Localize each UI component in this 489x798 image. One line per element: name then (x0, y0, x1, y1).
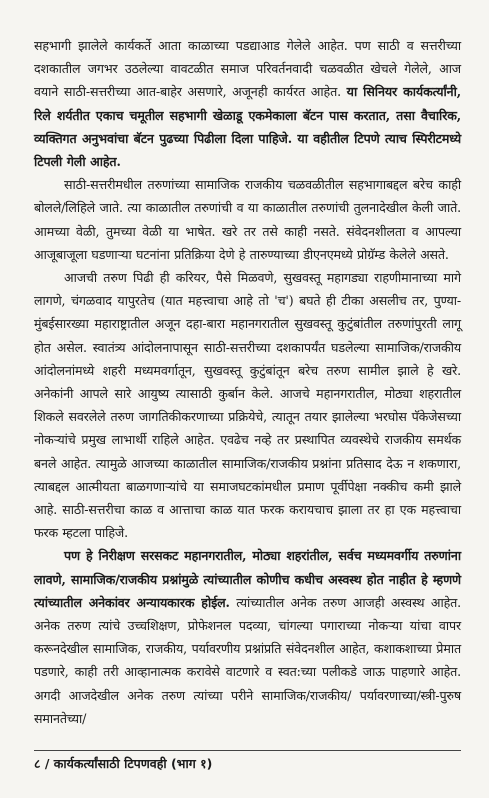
page-body (34, 34, 461, 730)
bold-text-segment: या सिनियर कार्यकर्त्यांनी, रिले शर्यतीत एकाच चमूतील सहभागी खेळाडू एकमेकाला बॅटन पास करतात, तसा वैचारिक, व्यक्तिगत अनुभवांचा बॅटन पुढच्या पिढीला दिला पाहिजे. या वहीतील टिपणे त्याच स्पिरीटमध्ये टिपली गेली आहेत. (34, 84, 461, 170)
paragraph (34, 266, 461, 544)
footer-text: ८ / कार्यकर्त्यांसाठी टिपणवही (भाग १) (34, 756, 213, 771)
paragraph (34, 34, 461, 173)
text-segment: सहभागी झालेले कार्यकर्ते आता काळाच्या पडद्याआड गेलेले आहेत. पण साठी व सत्तरीच्या दशकातील जगभर उठलेल्या वावटळीत समाज परिवर्तनवादी चळवळीत खेचले गेलेले, आज वयाने साठी-सत्तरीच्या आत-बाहेर असणारे, अजूनही कार्यरत आहेत. (34, 38, 461, 100)
paragraph (34, 173, 461, 266)
paragraph (34, 544, 461, 730)
page-footer (34, 750, 461, 772)
text-segment: त्यांच्यातील अनेक तरुण आजही अस्वस्थ आहेत. अनेक तरुण त्यांचे उच्चशिक्षण, प्रोफेशनल पदव्या, चांगल्या पगाराच्या नोकऱ्या यांचा वापर करूनदेखील सामाजिक, राजकीय, पर्यावरणीय प्रश्नांप्रति संवेदनशील आहेत, कशाकशाच्या प्रेमात पडणारे, काही तरी आव्हानात्मक करावेसे वाटणारे व स्वत:च्या पलीकडे जाऊ पाहणारे आहेत. अगदी आजदेखील अनेक तरुण त्यांच्या परीने सामाजिक/राजकीय/ पर्यावरणाच्या/स्त्री-पुरुष समानतेच्या/ (34, 594, 461, 726)
text-segment: साठी-सत्तरीमधील तरुणांच्या सामाजिक राजकीय चळवळीतील सहभागाबद्दल बरेच काही बोलले/लिहिले जाते. त्या काळातील तरुणांची व या काळातील तरुणांची तुलनादेखील केली जाते. आमच्या वेळी, तुमच्या वेळी या भाषेत. खरे तर तसे काही नसते. संवेदनशीलता व आपल्या आजूबाजूला घडणाऱ्या घटनांना प्रतिक्रिया देणे हे तारुण्याच्या डीएनएमध्ये प्रोग्रॅम्ड केलेले असते. (34, 177, 461, 262)
bold-text-segment: पण हे निरीक्षण सरसकट महानगरातील, मोठ्या शहरांतील, सर्वच मध्यमवर्गीय तरुणांना लावणे, सामाजिक/राजकीय प्रश्नांमुळे त्यांच्यातील कोणीच कधीच अस्वस्थ होत नाहीत हे म्हणणे त्यांच्यातील अनेकांवर अन्यायकारक होईल. (34, 548, 461, 610)
text-segment: आजची तरुण पिढी ही करियर, पैसे मिळवणे, सुखवस्तू महागड्या राहणीमानाच्या मागे लागणे, चंगळवाद यापुरतेच (यात महत्त्वाचा आहे तो 'च') बघते ही टीका असलीच तर, पुण्या-मुंबईसारख्या महाराष्ट्रातील अजून दहा-बारा महानगरातील सुखवस्तू कुटुंबांतील तरुणांपुरती लागू होत असेल. स्वातंत्र्य आंदोलनापासून साठी-सत्तरीच्या दशकापर्यंत घडलेल्या सामाजिक/राजकीय आंदोलनांमध्ये शहरी मध्यमवर्गातून, सुखवस्तू कुटुंबांतून बरेच तरुण सामील झाले हे खरे. अनेकांनी आपले सारे आयुष्य त्यासाठी कुर्बान केले. आजचे महानगरातील, मोठ्या शहरातील शिकले सवरलेले तरुण जागतिकीकरणाच्या प्रक्रियेचे, त्यातून तयार झालेल्या भरघोस पॅकेजेसच्या नोकऱ्यांचे प्रमुख लाभार्थी राहिले आहेत. एवढेच नव्हे तर प्रस्थापित व्यवस्थेचे राजकीय समर्थक बनले आहेत. त्यामुळे आजच्या काळातील सामाजिक/राजकीय प्रश्नांना प्रतिसाद देऊ न शकणारा, त्याबद्दल आत्मीयता बाळगणाऱ्यांचे या समाजघटकांमधील प्रमाण पूर्वीपेक्षा नक्कीच कमी झाले आहे. साठी-सत्तरीचा काळ व आत्ताचा काळ यात फरक करायचाच झाला तर हा एक महत्त्वाचा फरक म्हटला पाहिजे. (34, 270, 461, 541)
